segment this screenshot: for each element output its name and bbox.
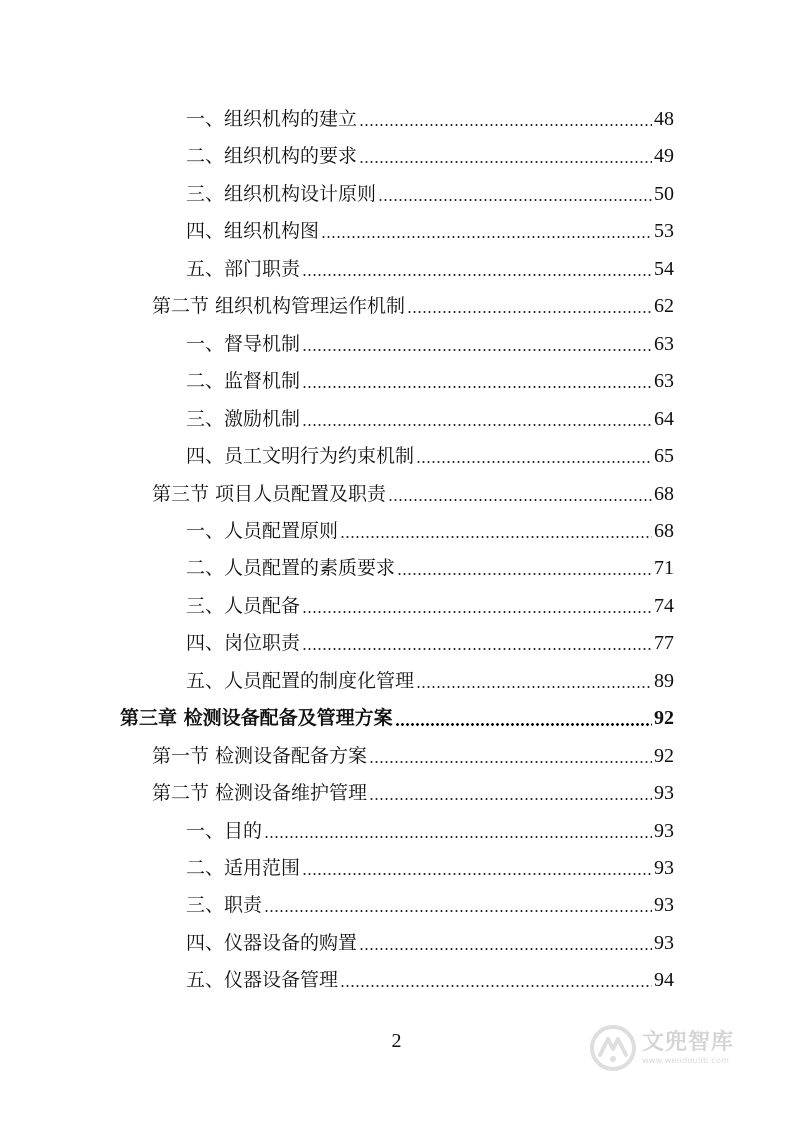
toc-leader-dots	[369, 798, 652, 800]
toc-leader-dots	[395, 723, 652, 726]
toc-leader-dots	[369, 761, 652, 763]
toc-entry-page: 48	[654, 108, 674, 130]
toc-entry[interactable]	[152, 289, 674, 323]
toc-leader-dots	[264, 836, 652, 838]
toc-entry-label: 五、仪器设备管理	[186, 969, 339, 992]
toc-leader-dots	[321, 236, 652, 238]
toc-entry[interactable]	[186, 814, 674, 848]
toc-entry-label: 二、组织机构的要求	[186, 145, 358, 168]
toc-entry[interactable]	[186, 214, 674, 248]
toc-entry-label: 四、组织机构图	[186, 220, 320, 243]
toc-entry-page: 63	[654, 332, 674, 355]
toc-leader-dots	[302, 274, 652, 276]
watermark	[590, 1022, 780, 1074]
toc-entry-page: 68	[654, 519, 674, 542]
toc-entry-label: 四、员工文明行为约束机制	[186, 445, 415, 468]
toc-leader-dots	[302, 873, 652, 875]
toc-leader-dots	[359, 124, 652, 126]
toc-entry-page: 53	[654, 220, 674, 243]
toc-leader-dots	[416, 686, 652, 688]
toc-entry-label: 第二节 组织机构管理运作机制	[152, 295, 406, 318]
toc-entry[interactable]	[186, 439, 674, 473]
toc-entry[interactable]	[186, 402, 674, 436]
toc-leader-dots	[359, 948, 652, 950]
toc-entry-label: 一、目的	[186, 819, 263, 842]
toc-entry-page: 92	[654, 707, 674, 730]
toc-entry[interactable]	[186, 327, 674, 361]
toc-entry-page: 71	[654, 557, 674, 580]
toc-entry[interactable]	[120, 701, 674, 735]
toc-entry-page: 54	[654, 257, 674, 280]
toc-leader-dots	[416, 461, 652, 463]
toc-entry[interactable]	[186, 364, 674, 398]
toc-entry-page: 89	[654, 669, 674, 692]
toc-entry-page: 65	[654, 445, 674, 468]
toc-entry[interactable]	[186, 514, 674, 548]
toc-leader-dots	[264, 910, 652, 912]
toc-entry[interactable]	[186, 664, 674, 698]
toc-entry-page: 74	[654, 594, 674, 617]
toc-leader-dots	[407, 311, 652, 313]
toc-entry-label: 二、适用范围	[186, 857, 301, 879]
toc-leader-dots	[340, 985, 652, 987]
toc-leader-dots	[302, 611, 652, 613]
toc-leader-dots	[359, 161, 652, 163]
toc-entry-label: 一、人员配置原则	[186, 519, 339, 542]
toc-entry-label: 二、监督机制	[186, 370, 301, 393]
toc-entry[interactable]	[186, 252, 674, 286]
toc-entry-label: 四、仪器设备的购置	[186, 931, 358, 954]
toc-entry-label: 三、组织机构设计原则	[186, 182, 377, 205]
page-number: 2	[391, 1030, 402, 1052]
toc-entry-page: 93	[654, 782, 674, 805]
toc-entry[interactable]	[186, 589, 674, 623]
toc-entry-label: 三、职责	[186, 894, 263, 917]
toc-leader-dots	[302, 424, 652, 426]
watermark-url: www.wendoulib.com	[642, 1055, 730, 1065]
toc-entry[interactable]	[152, 739, 674, 773]
toc-entry-page: 93	[654, 931, 674, 954]
toc-entry-page: 50	[654, 182, 674, 205]
toc-entry-page: 62	[654, 295, 674, 318]
watermark-brand: 文兜智库	[642, 1029, 735, 1055]
toc-entry-label: 第二节 检测设备维护管理	[152, 782, 368, 805]
toc-leader-dots	[340, 536, 652, 538]
toc-entry-label: 五、人员配置的制度化管理	[186, 669, 415, 692]
toc-entry-label: 第三节 项目人员配置及职责	[152, 482, 387, 505]
toc-entry[interactable]	[186, 851, 674, 885]
toc-entry[interactable]	[152, 477, 674, 511]
toc-leader-dots	[397, 573, 652, 575]
toc-entry-label: 一、组织机构的建立	[186, 108, 358, 130]
toc-entry-label: 三、激励机制	[186, 407, 301, 430]
toc-entry[interactable]	[186, 102, 674, 136]
toc-entry-label: 一、督导机制	[186, 332, 301, 355]
toc-entry-page: 93	[654, 894, 674, 917]
toc-entry-page: 93	[654, 857, 674, 879]
toc-entry-page: 64	[654, 407, 674, 430]
toc-entry[interactable]	[152, 776, 674, 810]
toc-entry[interactable]	[186, 963, 674, 997]
wendou-logo-icon	[590, 1025, 636, 1071]
toc-leader-dots	[388, 499, 652, 501]
toc-entry-label: 五、部门职责	[186, 257, 301, 280]
toc-entry[interactable]	[186, 626, 674, 660]
toc-entry-page: 92	[654, 744, 674, 767]
toc-entry[interactable]	[186, 551, 674, 585]
toc-leader-dots	[302, 349, 652, 351]
toc-entry-page: 68	[654, 482, 674, 505]
toc-leader-dots	[302, 648, 652, 650]
toc-leader-dots	[378, 199, 652, 201]
toc-entry[interactable]	[186, 177, 674, 211]
toc-entry-label: 三、人员配备	[186, 594, 301, 617]
toc-entry-label: 四、岗位职责	[186, 632, 301, 655]
toc-entry-page: 94	[654, 969, 674, 992]
toc-entry-label: 第一节 检测设备配备方案	[152, 744, 368, 767]
toc-entry[interactable]	[186, 926, 674, 960]
toc-leader-dots	[302, 386, 652, 388]
toc-entry-label: 第三章 检测设备配备及管理方案	[120, 707, 393, 730]
toc-entry-page: 93	[654, 819, 674, 842]
toc-entry-label: 二、人员配置的素质要求	[186, 557, 396, 580]
toc-entry-page: 49	[654, 145, 674, 168]
toc-entry-page: 63	[654, 370, 674, 393]
toc-entry[interactable]	[186, 888, 674, 922]
toc-entry-page: 77	[654, 632, 674, 655]
toc-entry[interactable]	[186, 139, 674, 173]
